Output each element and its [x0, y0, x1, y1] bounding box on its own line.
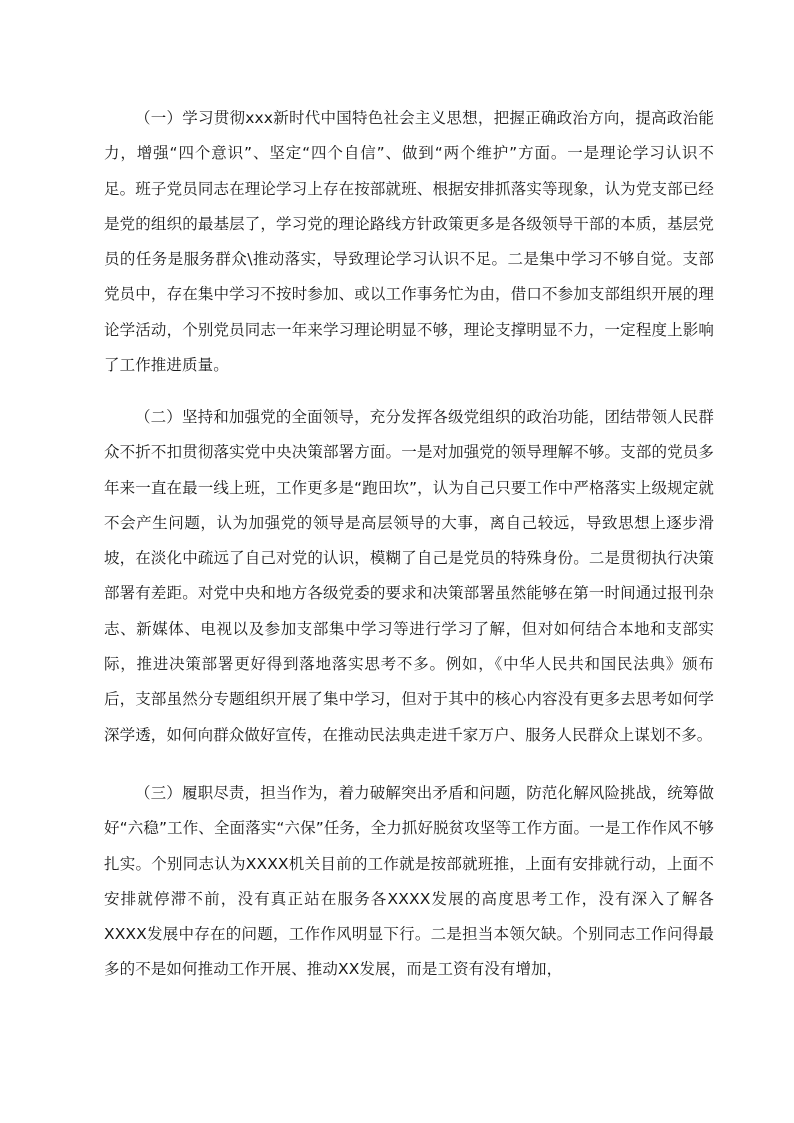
paragraph-section-1: （一）学习贯彻xxx新时代中国特色社会主义思想，把握正确政治方向，提高政治能力，增强“四个意识”、坚定“四个自信”、做到“两个维护”方面。一是理论学习认识不足。班子党员同志在理论学习上存在按部就班、根据安排抓落实等现象，认为党支部已经是党的组织的最基层了，学习党的理论路线方针政策更多是各级领导干部的本质，基层党员的任务是服务群众\推动落实，导致理论学习认识不足。二是集中学习不够自觉。支部党员中，存在集中学习不按时参加、或以工作事务忙为由，借口不参加支部组织开展的理论学活动，个别党员同志一年来学习理论明显不够，理论支撑明显不力，一定程度上影响了工作推进质量。 — [104, 109, 714, 375]
paragraph-section-3: （三）履职尽责，担当作为，着力破解突出矛盾和问题，防范化解风险挑战，统筹做好“六稳”工作、全面落实“六保”任务，全力抓好脱贫攻坚等工作方面。一是工作作风不够扎实。个别同志认为XXXX机关目前的工作就是按部就班推，上面有安排就行动，上面不安排就停滞不前，没有真正站在服务各XXXX发展的高度思考工作，没有深入了解各XXXX发展中存在的问题，工作作风明显下行。二是担当本领欠缺。个别同志工作问得最多的不是如何推动工作开展、推动XX发展，而是工资有没有增加， — [104, 784, 714, 979]
paragraph-section-2: （二）坚持和加强党的全面领导，充分发挥各级党组织的政治功能，团结带领人民群众不折不扣贯彻落实党中央决策部署方面。一是对加强党的领导理解不够。支部的党员多年来一直在最一线上班，工作更多是“跑田坎”，认为自己只要工作中严格落实上级规定就不会产生问题，认为加强党的领导是高层领导的大事，离自己较远，导致思想上逐步滑坡，在淡化中疏远了自己对党的认识，模糊了自己是党员的特殊身份。二是贯彻执行决策部署有差距。对党中央和地方各级党委的要求和决策部署虽然能够在第一时间通过报刊杂志、新媒体、电视以及参加支部集中学习等进行学习了解，但对如何结合本地和支部实际，推进决策部署更好得到落地落实思考不多。例如，《中华人民共和国民法典》颁布后，支部虽然分专题组织开展了集中学习，但对于其中的核心内容没有更多去思考如何学深学透，如何向群众做好宣传，在推动民法典走进千家万户、服务人民群众上谋划不多。 — [104, 408, 714, 744]
